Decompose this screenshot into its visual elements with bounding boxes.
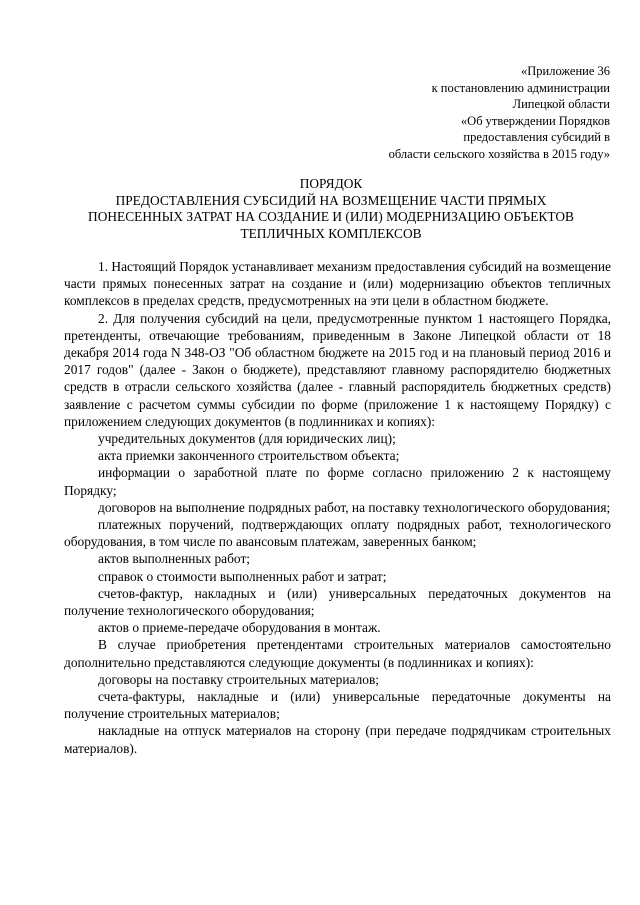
approval-line: Липецкой области (512, 97, 610, 112)
paragraph-3: В случае приобретения претендентами строительных материалов самостоятельно дополнительно представляются следующие документы (в подлинниках и копиях): (64, 637, 611, 670)
list-item: актов выполненных работ; (98, 551, 251, 567)
title-line: ТЕПЛИЧНЫХ КОМПЛЕКСОВ (240, 225, 422, 241)
paragraph-2: 2. Для получения субсидий на цели, предусмотренные пунктом 1 настоящего Порядка, претенденты, отвечающие требованиям, приведенным в Законе Липецкой области от 18 декабря 2014 года N 348-ОЗ "Об областном бюджете на 2015 год и на плановый период 2016 и 2017 годов" (далее - Закон о бюджете), представляют главному распорядителю бюджетных средств в отрасли сельского хозяйства (далее - главный распорядитель бюджетных средств) заявление с расчетом суммы субсидии по форме (приложение 1 к настоящему Порядку) с приложением следующих документов (в подлинниках и копиях): (64, 310, 611, 429)
approval-line: предоставления субсидий в (463, 130, 610, 145)
list-item: договоров на выполнение подрядных работ, на поставку технологического оборудования; (98, 499, 611, 515)
list-item: учредительных документов (для юридических лиц); (98, 431, 396, 447)
list-item: платежных поручений, подтверждающих оплату подрядных работ, технологического оборудования, в том числе по авансовым платежам, заверенных банком; (64, 517, 611, 550)
approval-line: «Об утверждении Порядков (460, 113, 610, 128)
list-item: справок о стоимости выполненных работ и затрат; (98, 568, 387, 584)
list-item: счета-фактуры, накладные и (или) универсальные передаточные документы на получение строительных материалов; (64, 689, 611, 722)
approval-block (389, 63, 610, 163)
title-line: ПОРЯДОК (299, 176, 363, 191)
list-item: счетов-фактур, накладных и (или) универсальных передаточных документов на получение технологического оборудования; (64, 585, 611, 619)
approval-line: области сельского хозяйства в 2015 году» (388, 146, 610, 161)
list-item: информации о заработной плате по форме согласно приложению 2 к настоящему Порядку; (64, 465, 611, 498)
list-item: договоры на поставку строительных материалов; (98, 671, 379, 687)
paragraph-1: 1. Настоящий Порядок устанавливает механизм предоставления субсидий на возмещение части прямых понесенных затрат на создание и (или) модернизацию объектов тепличных комплексов в пределах средств, предусмотренных на эти цели в областном бюджете. (64, 259, 611, 309)
title-line: ПРЕДОСТАВЛЕНИЯ СУБСИДИЙ НА ВОЗМЕЩЕНИЕ ЧАСТИ ПРЯМЫХ (115, 192, 547, 208)
list-item: накладные на отпуск материалов на сторону (при передаче подрядчикам строительных материалов). (64, 723, 611, 756)
approval-line: к постановлению администрации (431, 80, 610, 95)
list-item: актов о приеме-передаче оборудования в монтаж. (98, 620, 381, 636)
list-item: акта приемки законченного строительством объекта; (98, 448, 400, 464)
approval-line: «Приложение 36 (521, 64, 610, 78)
document-title (40, 176, 622, 242)
document-body (64, 258, 611, 757)
title-line: ПОНЕСЕННЫХ ЗАТРАТ НА СОЗДАНИЕ И (ИЛИ) МОДЕРНИЗАЦИЮ ОБЪЕКТОВ (88, 209, 574, 225)
